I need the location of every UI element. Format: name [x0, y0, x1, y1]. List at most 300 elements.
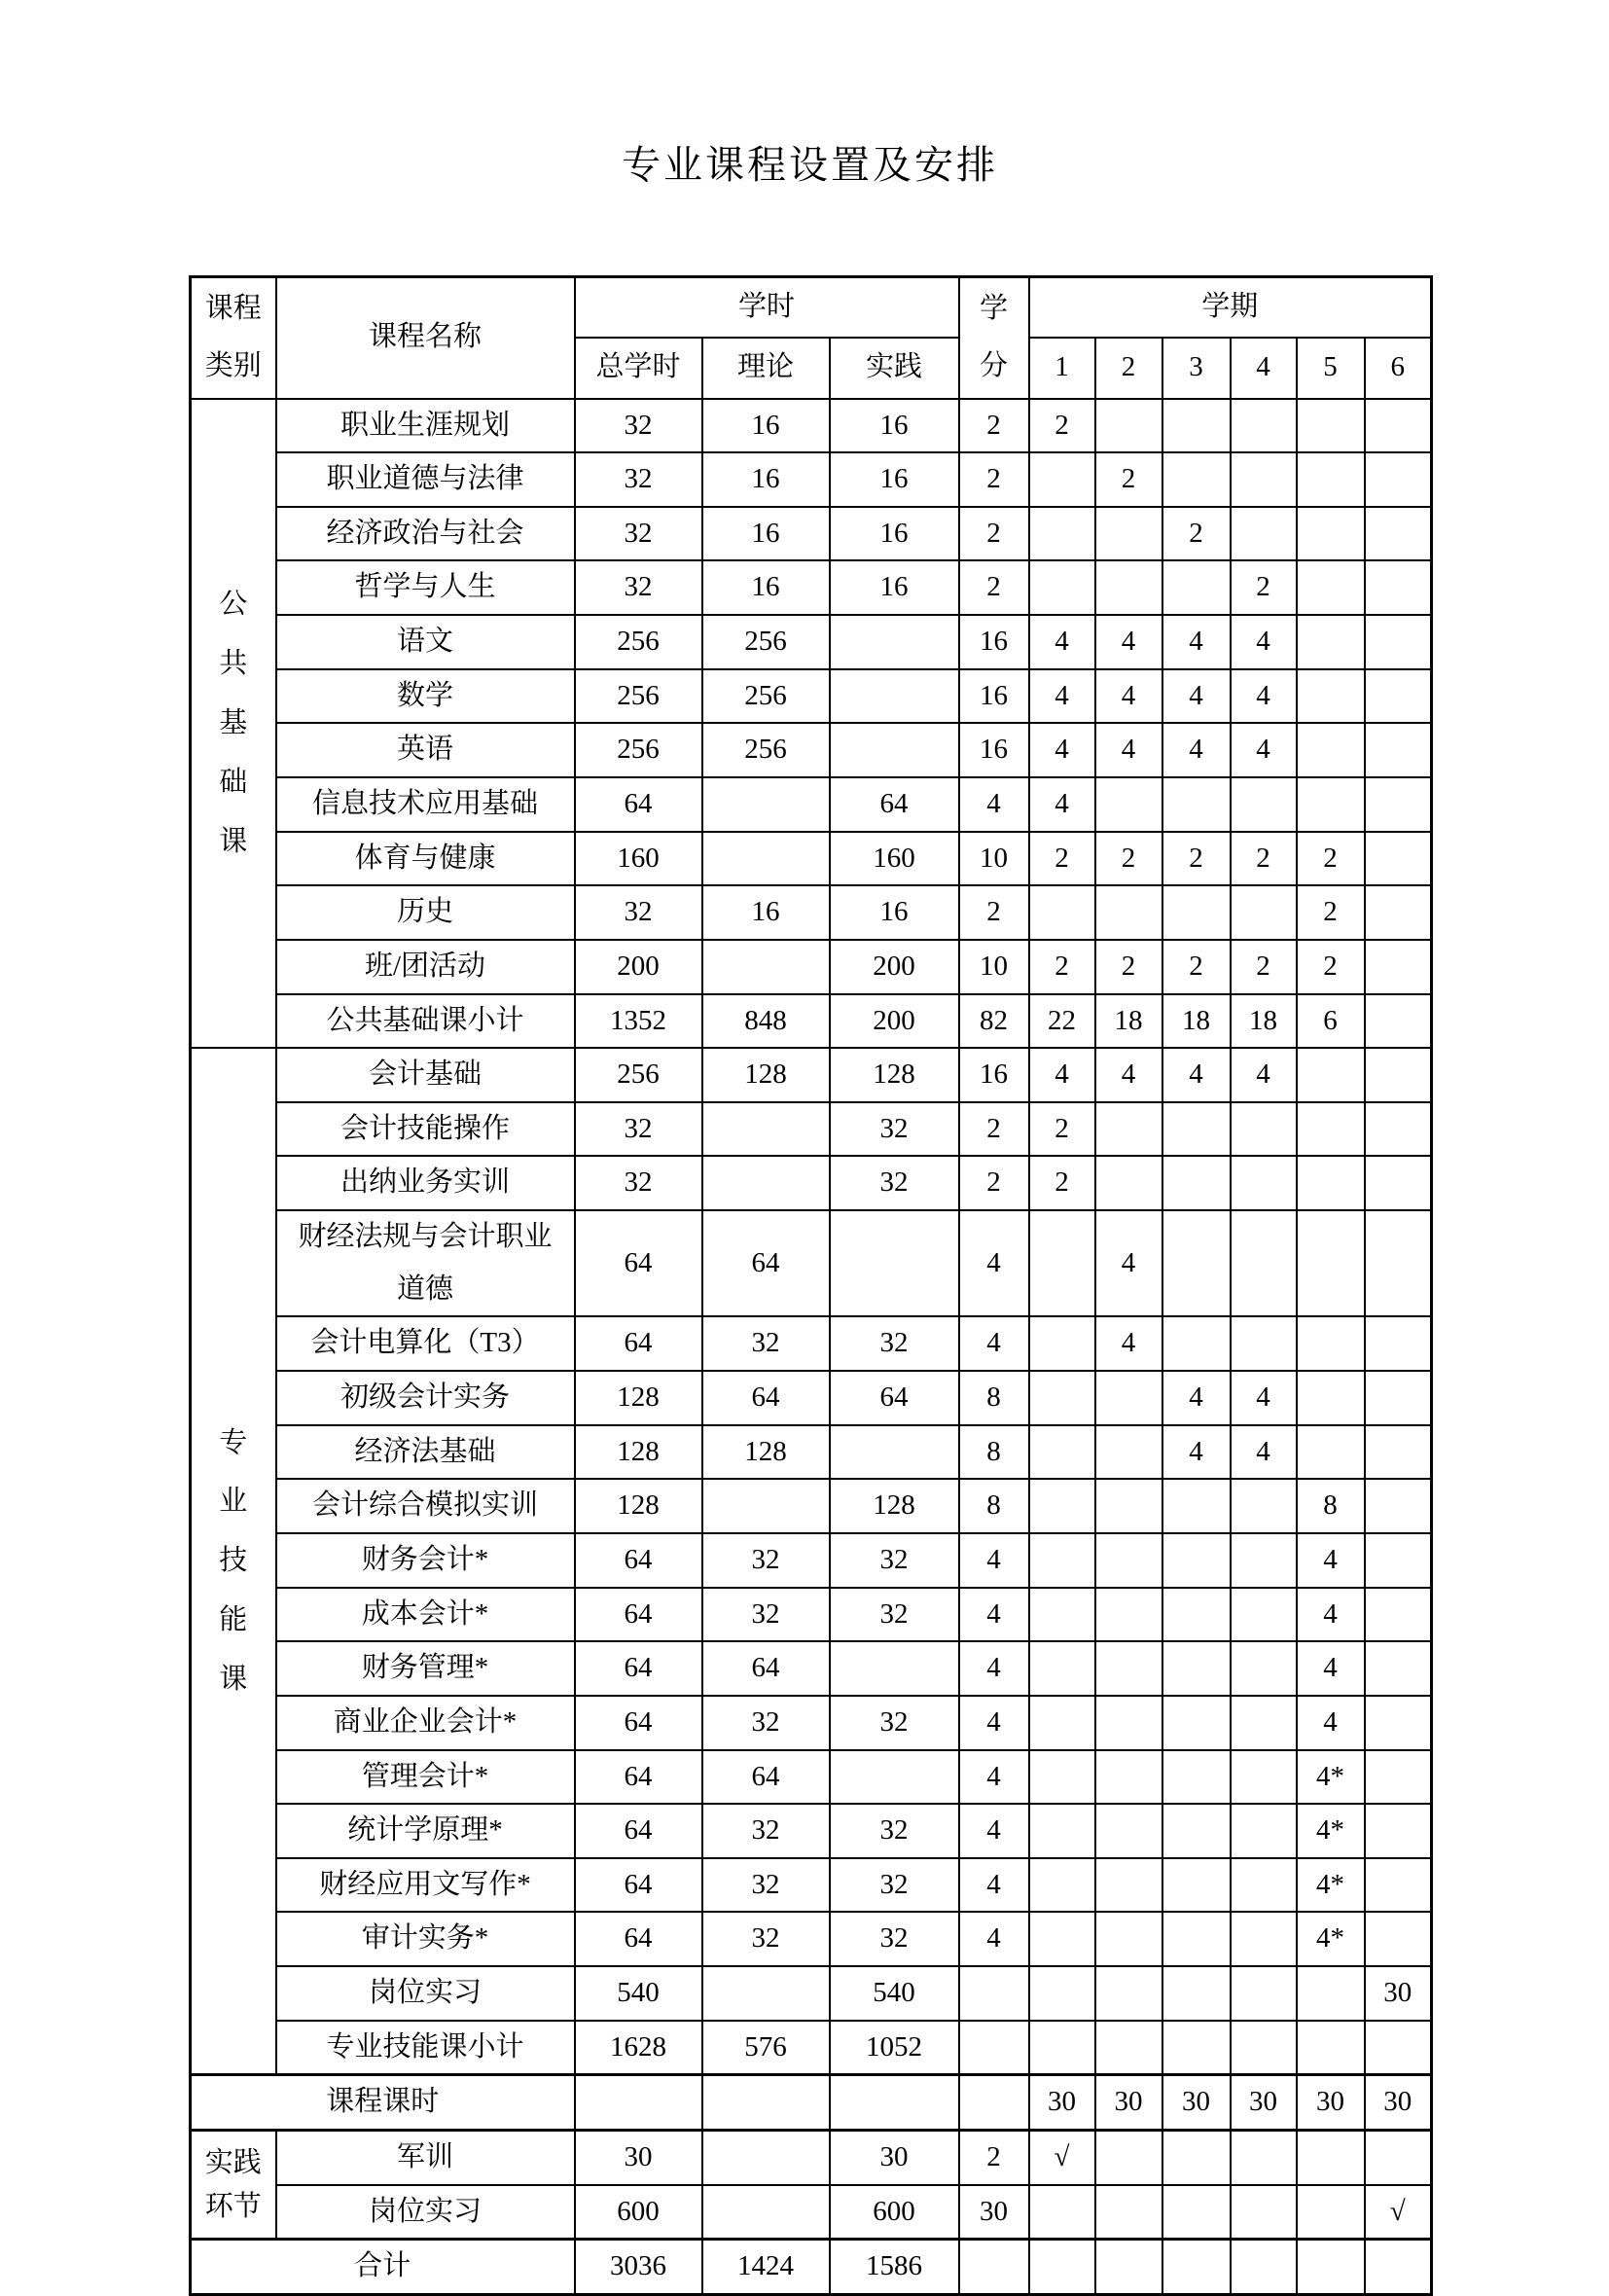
sem-6-cell: 30	[1365, 2075, 1432, 2131]
sem-1-cell	[1029, 1371, 1095, 1425]
practice-cell: 600	[830, 2185, 959, 2240]
sem-3-cell: 18	[1162, 994, 1231, 1049]
sem-6-cell	[1365, 1048, 1432, 1102]
course-name-cell: 语文	[276, 615, 575, 669]
sem-1-cell: 4	[1029, 777, 1095, 832]
practice-cell: 16	[830, 560, 959, 615]
theory-cell: 16	[702, 452, 830, 507]
theory-cell	[702, 2075, 830, 2131]
credits-cell: 10	[959, 940, 1029, 994]
total-hours-cell: 64	[575, 1750, 702, 1805]
sem-2-cell	[1095, 1102, 1162, 1157]
sem-1-cell: 2	[1029, 1156, 1095, 1210]
sem-2-cell	[1095, 1588, 1162, 1642]
total-hours-cell: 64	[575, 1210, 702, 1316]
sem-1-cell	[1029, 1641, 1095, 1696]
sem-6-cell	[1365, 615, 1432, 669]
category-cell-professional-skill	[191, 1048, 276, 2075]
total-hours-cell: 1628	[575, 2021, 702, 2075]
theory-cell: 32	[702, 1912, 830, 1966]
practice-cell: 32	[830, 1316, 959, 1371]
sem-6-cell	[1365, 1371, 1432, 1425]
course-row	[191, 1479, 1432, 1533]
theory-cell: 128	[702, 1425, 830, 1480]
sem-3-cell: 4	[1162, 1371, 1231, 1425]
total-hours-cell: 32	[575, 452, 702, 507]
sem-4-cell	[1231, 2185, 1297, 2240]
sem-2-cell	[1095, 2021, 1162, 2075]
course-name-cell: 财经应用文写作*	[276, 1858, 575, 1913]
theory-cell: 32	[702, 1533, 830, 1588]
sem-5-cell: 4*	[1297, 1912, 1365, 1966]
total-hours-cell: 128	[575, 1479, 702, 1533]
sem-6-cell	[1365, 2021, 1432, 2075]
sem-5-cell	[1297, 1425, 1365, 1480]
course-row	[191, 2185, 1432, 2240]
sem-4-cell	[1231, 2240, 1297, 2295]
sem-1-cell: 4	[1029, 1048, 1095, 1102]
credits-cell: 16	[959, 723, 1029, 777]
credits-cell: 4	[959, 1533, 1029, 1588]
sem-1-cell	[1029, 1804, 1095, 1858]
total-hours-cell: 540	[575, 1966, 702, 2021]
sem-2-cell: 2	[1095, 832, 1162, 886]
practice-cell: 32	[830, 1858, 959, 1913]
total-hours-cell: 256	[575, 615, 702, 669]
theory-cell: 1424	[702, 2240, 830, 2295]
practice-cell	[830, 1210, 959, 1316]
header-category	[191, 277, 276, 399]
sem-5-cell	[1297, 615, 1365, 669]
sem-1-cell	[1029, 1696, 1095, 1750]
sem-3-cell: 4	[1162, 615, 1231, 669]
sem-2-cell	[1095, 1479, 1162, 1533]
sem-4-cell: 4	[1231, 1048, 1297, 1102]
sem-5-cell	[1297, 777, 1365, 832]
sem-4-cell	[1231, 1479, 1297, 1533]
theory-cell: 256	[702, 723, 830, 777]
sem-3-cell	[1162, 1210, 1231, 1316]
sem-1-cell: 2	[1029, 1102, 1095, 1157]
course-name-cell: 岗位实习	[276, 1966, 575, 2021]
theory-cell: 64	[702, 1210, 830, 1316]
sem-3-cell: 4	[1162, 723, 1231, 777]
total-hours-cell	[575, 2075, 702, 2131]
sem-2-cell: 30	[1095, 2075, 1162, 2131]
credits-cell: 2	[959, 885, 1029, 940]
course-name-cell: 会计技能操作	[276, 1102, 575, 1157]
credits-cell: 4	[959, 1588, 1029, 1642]
sem-3-cell	[1162, 1750, 1231, 1805]
course-row	[191, 1641, 1432, 1696]
theory-cell	[702, 1156, 830, 1210]
credits-cell: 8	[959, 1371, 1029, 1425]
sem-2-cell	[1095, 1912, 1162, 1966]
sem-5-cell	[1297, 723, 1365, 777]
course-row	[191, 507, 1432, 561]
sem-3-cell: 2	[1162, 940, 1231, 994]
course-name-cell: 数学	[276, 669, 575, 724]
total-hours-cell: 64	[575, 1316, 702, 1371]
sem-2-cell: 2	[1095, 940, 1162, 994]
sem-3-cell: 4	[1162, 1048, 1231, 1102]
sem-5-cell	[1297, 1210, 1365, 1316]
sem-6-cell	[1365, 452, 1432, 507]
sem-5-cell	[1297, 1156, 1365, 1210]
credits-cell: 16	[959, 615, 1029, 669]
course-name-cell: 英语	[276, 723, 575, 777]
sem-6-cell: 30	[1365, 1966, 1432, 2021]
sem-4-cell	[1231, 1102, 1297, 1157]
practice-cell	[830, 1425, 959, 1480]
course-name-cell: 成本会计*	[276, 1588, 575, 1642]
course-row	[191, 1156, 1432, 1210]
course-row	[191, 777, 1432, 832]
course-row	[191, 399, 1432, 453]
total-hours-cell: 64	[575, 1641, 702, 1696]
sem-3-cell	[1162, 560, 1231, 615]
sem-4-cell	[1231, 1156, 1297, 1210]
header-semester-6: 6	[1365, 338, 1432, 399]
sem-4-cell	[1231, 1750, 1297, 1805]
sem-5-cell	[1297, 507, 1365, 561]
course-name-cell: 统计学原理*	[276, 1804, 575, 1858]
sem-5-cell: 4*	[1297, 1858, 1365, 1913]
course-name-cell: 商业企业会计*	[276, 1696, 575, 1750]
course-name-cell: 会计综合模拟实训	[276, 1479, 575, 1533]
credits-cell: 4	[959, 777, 1029, 832]
course-row	[191, 1912, 1432, 1966]
course-row	[191, 1425, 1432, 1480]
sem-1-cell	[1029, 1210, 1095, 1316]
credits-cell: 16	[959, 669, 1029, 724]
total-hours-cell: 3036	[575, 2240, 702, 2295]
sem-4-cell	[1231, 1316, 1297, 1371]
course-name-cell: 历史	[276, 885, 575, 940]
sem-2-cell	[1095, 2240, 1162, 2295]
theory-cell	[702, 940, 830, 994]
sem-1-cell: 2	[1029, 940, 1095, 994]
course-name-cell: 岗位实习	[276, 2185, 575, 2240]
practice-cell: 32	[830, 1102, 959, 1157]
total-hours-cell: 64	[575, 777, 702, 832]
header-practice: 实践	[830, 338, 959, 399]
credits-cell	[959, 2075, 1029, 2131]
course-row	[191, 452, 1432, 507]
total-hours-cell: 32	[575, 1156, 702, 1210]
total-hours-cell: 200	[575, 940, 702, 994]
total-hours-cell: 64	[575, 1696, 702, 1750]
total-hours-cell: 30	[575, 2131, 702, 2185]
header-total-hours: 总学时	[575, 338, 702, 399]
theory-cell: 16	[702, 399, 830, 453]
course-row	[191, 1804, 1432, 1858]
sem-3-cell	[1162, 2185, 1231, 2240]
sem-1-cell: 2	[1029, 832, 1095, 886]
practice-cell	[830, 1750, 959, 1805]
theory-cell: 32	[702, 1858, 830, 1913]
sem-6-cell	[1365, 399, 1432, 453]
header-course-name: 课程名称	[276, 277, 575, 399]
header-semester-group: 学期	[1029, 277, 1432, 338]
sem-5-cell	[1297, 1966, 1365, 2021]
sem-3-cell	[1162, 885, 1231, 940]
curriculum-table	[189, 275, 1433, 2296]
sem-2-cell	[1095, 2185, 1162, 2240]
sem-4-cell	[1231, 777, 1297, 832]
sem-6-cell	[1365, 1750, 1432, 1805]
total-hours-cell: 256	[575, 1048, 702, 1102]
sem-1-cell	[1029, 885, 1095, 940]
credits-cell: 4	[959, 1641, 1029, 1696]
practice-cell: 16	[830, 507, 959, 561]
course-row	[191, 1696, 1432, 1750]
sem-5-cell: 6	[1297, 994, 1365, 1049]
sem-1-cell	[1029, 1966, 1095, 2021]
sem-4-cell	[1231, 1210, 1297, 1316]
course-name-cell: 职业生涯规划	[276, 399, 575, 453]
category-label-practice: 实践环节	[204, 2146, 262, 2222]
sem-4-cell	[1231, 1804, 1297, 1858]
practice-cell: 128	[830, 1048, 959, 1102]
sem-4-cell: 4	[1231, 723, 1297, 777]
total-hours-cell: 32	[575, 885, 702, 940]
grand-total-row	[191, 2240, 1432, 2295]
credits-cell	[959, 2240, 1029, 2295]
subtotal-row	[191, 994, 1432, 1049]
sem-3-cell	[1162, 1804, 1231, 1858]
sem-5-cell	[1297, 399, 1365, 453]
category-label-public-basic: 公共基础课	[219, 589, 248, 857]
page-title: 专业课程设置及安排	[622, 143, 998, 187]
sem-6-cell	[1365, 1102, 1432, 1157]
sem-4-cell	[1231, 399, 1297, 453]
credits-cell: 82	[959, 994, 1029, 1049]
course-hours-row	[191, 2075, 1432, 2131]
sem-5-cell: 2	[1297, 940, 1365, 994]
sem-1-cell	[1029, 1912, 1095, 1966]
sem-3-cell: 30	[1162, 2075, 1231, 2131]
total-hours-cell: 256	[575, 723, 702, 777]
theory-cell: 64	[702, 1750, 830, 1805]
course-row	[191, 560, 1432, 615]
theory-cell: 64	[702, 1371, 830, 1425]
sem-2-cell: 4	[1095, 669, 1162, 724]
theory-cell: 848	[702, 994, 830, 1049]
sem-3-cell	[1162, 1102, 1231, 1157]
header-hours-group: 学时	[575, 277, 959, 338]
credits-cell: 4	[959, 1210, 1029, 1316]
sem-1-cell	[1029, 1858, 1095, 1913]
theory-cell: 64	[702, 1641, 830, 1696]
sem-1-cell	[1029, 2021, 1095, 2075]
sem-2-cell	[1095, 507, 1162, 561]
sem-5-cell	[1297, 2131, 1365, 2185]
sem-2-cell: 2	[1095, 452, 1162, 507]
sem-5-cell: 2	[1297, 885, 1365, 940]
sem-1-cell	[1029, 1425, 1095, 1480]
sem-3-cell	[1162, 2240, 1231, 2295]
sem-5-cell	[1297, 669, 1365, 724]
practice-cell	[830, 615, 959, 669]
sem-4-cell	[1231, 1696, 1297, 1750]
sem-6-cell	[1365, 669, 1432, 724]
practice-cell: 32	[830, 1804, 959, 1858]
sem-6-cell	[1365, 560, 1432, 615]
credits-cell: 8	[959, 1479, 1029, 1533]
header-semester-5: 5	[1297, 338, 1365, 399]
sem-4-cell: 2	[1231, 940, 1297, 994]
course-hours-label-cell: 课程课时	[191, 2075, 575, 2131]
sem-2-cell	[1095, 560, 1162, 615]
sem-3-cell	[1162, 452, 1231, 507]
sem-6-cell	[1365, 1696, 1432, 1750]
credits-cell: 2	[959, 2131, 1029, 2185]
sem-1-cell	[1029, 1316, 1095, 1371]
sem-5-cell: 8	[1297, 1479, 1365, 1533]
sem-2-cell: 4	[1095, 1316, 1162, 1371]
course-row	[191, 723, 1432, 777]
sem-5-cell	[1297, 1316, 1365, 1371]
total-hours-cell: 32	[575, 560, 702, 615]
credits-cell: 8	[959, 1425, 1029, 1480]
practice-cell: 16	[830, 885, 959, 940]
sem-2-cell	[1095, 1641, 1162, 1696]
theory-cell: 256	[702, 669, 830, 724]
course-name-cell: 管理会计*	[276, 1750, 575, 1805]
sem-1-cell	[1029, 1479, 1095, 1533]
total-hours-cell: 64	[575, 1858, 702, 1913]
theory-cell	[702, 777, 830, 832]
sem-4-cell	[1231, 1858, 1297, 1913]
sem-1-cell	[1029, 2240, 1095, 2295]
sem-6-cell	[1365, 1479, 1432, 1533]
sem-1-cell	[1029, 507, 1095, 561]
sem-2-cell	[1095, 1804, 1162, 1858]
practice-cell: 32	[830, 1912, 959, 1966]
sem-2-cell	[1095, 1371, 1162, 1425]
sem-5-cell	[1297, 1048, 1365, 1102]
sem-1-cell	[1029, 2185, 1095, 2240]
course-name-cell: 军训	[276, 2131, 575, 2185]
sem-3-cell	[1162, 399, 1231, 453]
practice-cell: 16	[830, 452, 959, 507]
credits-cell: 2	[959, 399, 1029, 453]
sem-4-cell: 2	[1231, 560, 1297, 615]
header-row-1	[191, 277, 1432, 338]
sem-4-cell	[1231, 885, 1297, 940]
course-row	[191, 1371, 1432, 1425]
practice-cell: 64	[830, 777, 959, 832]
course-row	[191, 1588, 1432, 1642]
sem-3-cell	[1162, 1479, 1231, 1533]
course-name-cell: 哲学与人生	[276, 560, 575, 615]
theory-cell	[702, 1479, 830, 1533]
practice-cell: 64	[830, 1371, 959, 1425]
sem-3-cell: 4	[1162, 1425, 1231, 1480]
category-cell-public-basic	[191, 399, 276, 1049]
sem-6-cell	[1365, 940, 1432, 994]
sem-6-cell	[1365, 1316, 1432, 1371]
sem-2-cell	[1095, 399, 1162, 453]
sem-1-cell	[1029, 452, 1095, 507]
credits-cell: 4	[959, 1858, 1029, 1913]
sem-6-cell	[1365, 1912, 1432, 1966]
sem-2-cell	[1095, 885, 1162, 940]
sem-1-cell: 4	[1029, 669, 1095, 724]
total-hours-cell: 128	[575, 1371, 702, 1425]
practice-cell: 128	[830, 1479, 959, 1533]
sem-5-cell: 4*	[1297, 1804, 1365, 1858]
sem-1-cell: √	[1029, 2131, 1095, 2185]
credits-cell: 30	[959, 2185, 1029, 2240]
course-name-cell: 财经法规与会计职业道德	[276, 1210, 575, 1316]
header-semester-2: 2	[1095, 338, 1162, 399]
practice-cell	[830, 723, 959, 777]
sem-1-cell	[1029, 1588, 1095, 1642]
sem-3-cell	[1162, 1316, 1231, 1371]
header-credits	[959, 277, 1029, 399]
credits-cell: 4	[959, 1750, 1029, 1805]
sem-3-cell: 4	[1162, 669, 1231, 724]
course-name-cell: 初级会计实务	[276, 1371, 575, 1425]
course-name-cell: 财务会计*	[276, 1533, 575, 1588]
course-row	[191, 1102, 1432, 1157]
course-row	[191, 2131, 1432, 2185]
sem-2-cell	[1095, 1696, 1162, 1750]
sem-6-cell	[1365, 1210, 1432, 1316]
sem-3-cell: 2	[1162, 507, 1231, 561]
credits-cell: 4	[959, 1912, 1029, 1966]
sem-4-cell: 4	[1231, 615, 1297, 669]
header-credits-label: 学分	[979, 292, 1008, 382]
sem-3-cell: 2	[1162, 832, 1231, 886]
theory-cell: 32	[702, 1696, 830, 1750]
practice-cell: 16	[830, 399, 959, 453]
course-row	[191, 1533, 1432, 1588]
course-row	[191, 1210, 1432, 1316]
sem-5-cell: 4*	[1297, 1750, 1365, 1805]
practice-cell: 32	[830, 1696, 959, 1750]
sem-6-cell	[1365, 1533, 1432, 1588]
sem-5-cell	[1297, 1102, 1365, 1157]
credits-cell	[959, 1966, 1029, 2021]
sem-5-cell	[1297, 452, 1365, 507]
sem-2-cell	[1095, 1858, 1162, 1913]
course-row	[191, 1966, 1432, 2021]
sem-2-cell: 4	[1095, 615, 1162, 669]
theory-cell: 16	[702, 885, 830, 940]
course-row	[191, 1750, 1432, 1805]
credits-cell: 4	[959, 1804, 1029, 1858]
sem-4-cell: 4	[1231, 669, 1297, 724]
course-name-cell: 公共基础课小计	[276, 994, 575, 1049]
sem-4-cell	[1231, 1966, 1297, 2021]
credits-cell: 2	[959, 507, 1029, 561]
practice-cell: 200	[830, 940, 959, 994]
grand-total-label-cell: 合计	[191, 2240, 575, 2295]
theory-cell: 16	[702, 507, 830, 561]
sem-4-cell	[1231, 452, 1297, 507]
sem-5-cell: 4	[1297, 1588, 1365, 1642]
sem-2-cell: 4	[1095, 1210, 1162, 1316]
practice-cell: 32	[830, 1588, 959, 1642]
total-hours-cell: 1352	[575, 994, 702, 1049]
theory-cell: 16	[702, 560, 830, 615]
sem-6-cell	[1365, 723, 1432, 777]
course-name-cell: 专业技能课小计	[276, 2021, 575, 2075]
sem-4-cell	[1231, 1641, 1297, 1696]
